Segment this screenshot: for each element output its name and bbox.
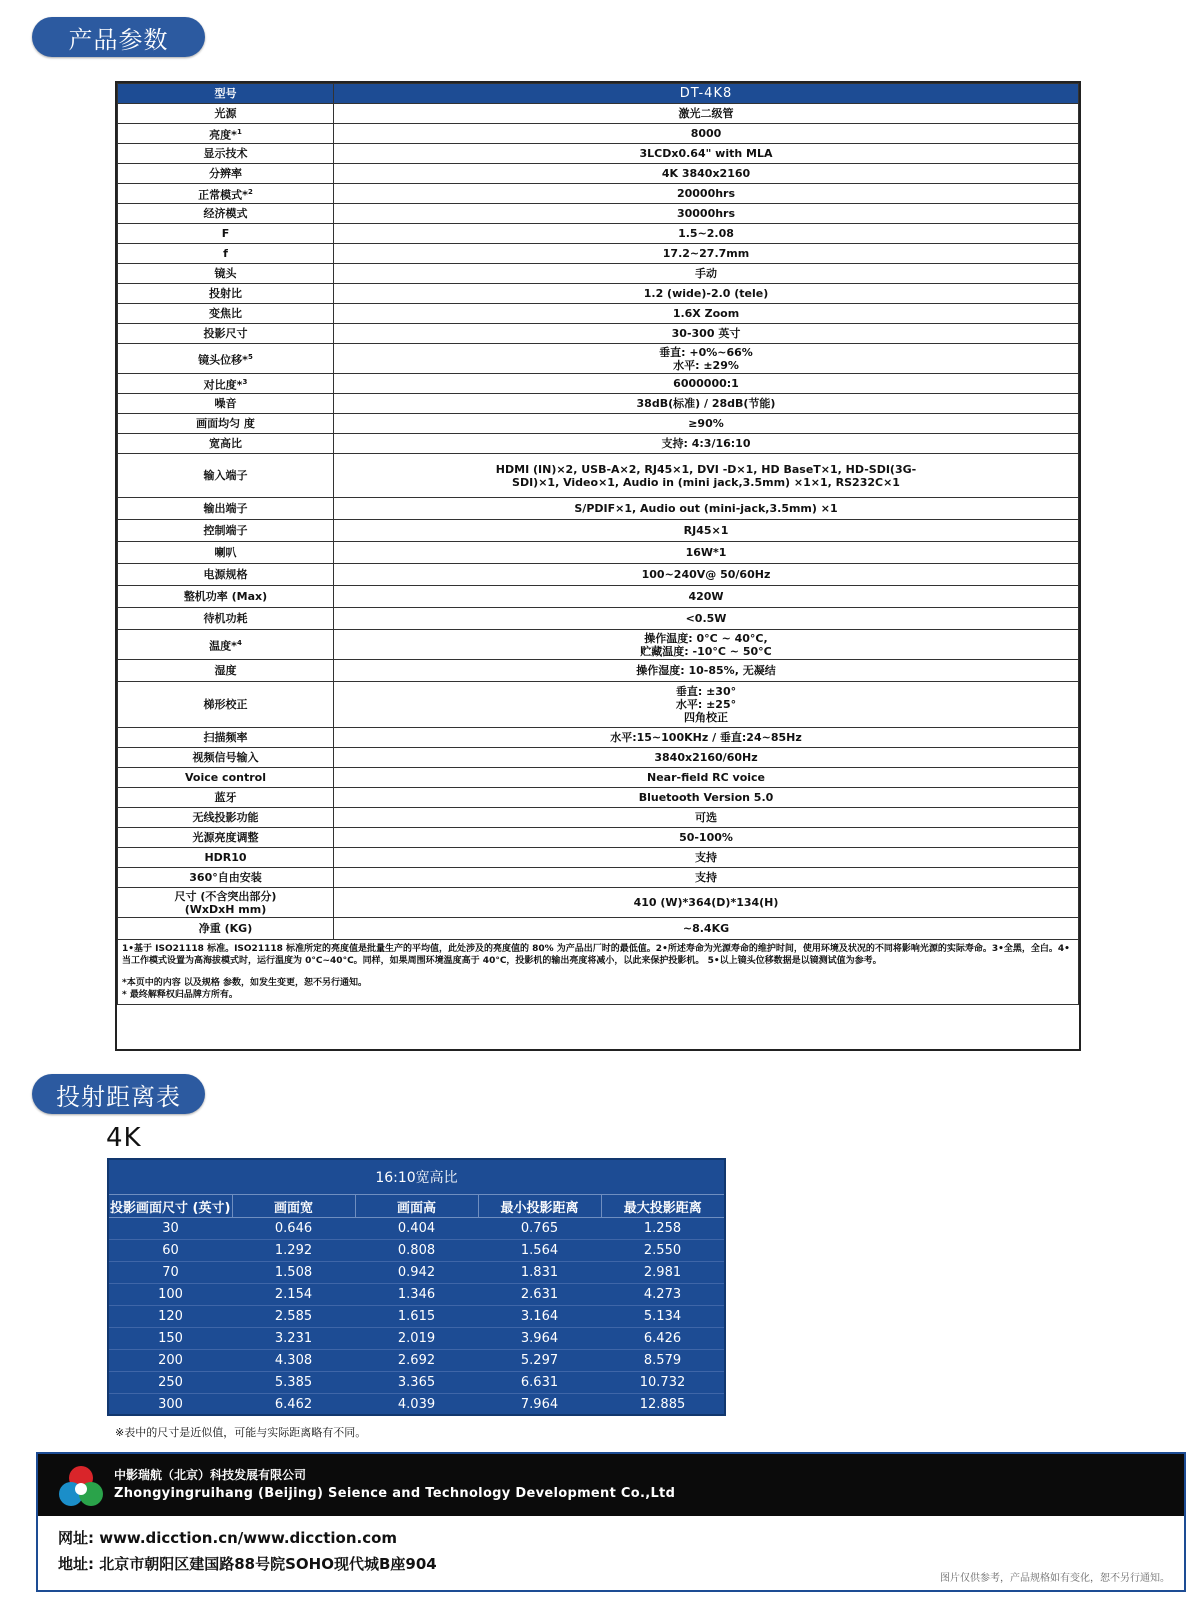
company-name-en: Zhongyingruihang (Beijing) Seience and Technology Development Co.,Ltd (114, 1486, 676, 1501)
spec-key (118, 748, 334, 768)
spec-row (118, 144, 1079, 164)
distance-cell: 10.732 (601, 1372, 724, 1394)
spec-value: 50-100% (334, 828, 1079, 848)
distance-cell: 3.231 (232, 1328, 355, 1350)
distance-cell: 3.365 (355, 1372, 478, 1394)
spec-key-text: 亮度* (209, 128, 237, 142)
spec-value: Near-field RC voice (334, 768, 1079, 788)
spec-row (118, 564, 1079, 586)
spec-value: HDMI (IN)×2, USB-A×2, RJ45×1, DVI -D×1, HD BaseT×1, HD-SDI(3G- SDI)×1, Video×1, Audio in (mini jack,3.5mm) ×1×1, RS232C×1 (334, 454, 1079, 498)
disclaimer: 图片仅供参考，产品规格如有变化，恕不另行通知。 (940, 1573, 1170, 1584)
spec-row (118, 918, 1079, 940)
distance-cell: 4.273 (601, 1284, 724, 1306)
distance-cell: 4.039 (397, 1397, 436, 1412)
spec-table (117, 83, 1079, 1005)
spec-key-text: 无线投影功能 (192, 811, 259, 824)
spec-value: Bluetooth Version 5.0 (334, 788, 1079, 808)
spec-key-text: HDR10 (204, 851, 247, 864)
spec-key (118, 564, 334, 586)
spec-value: 3LCDx0.64" with MLA (334, 144, 1079, 164)
distance-cell: 1.508 (232, 1262, 355, 1284)
spec-key (118, 728, 334, 748)
spec-value: 6000000:1 (334, 374, 1079, 394)
footnote-text: *本页中的内容 以及规格 参数，如发生变更，恕不另行通知。 (122, 978, 367, 988)
spec-key-text: 显示技术 (203, 147, 248, 160)
spec-row (118, 542, 1079, 564)
spec-key (118, 768, 334, 788)
spec-value: 3840x2160/60Hz (334, 748, 1079, 768)
spec-row (118, 748, 1079, 768)
spec-value: 30000hrs (334, 204, 1079, 224)
spec-key (118, 630, 334, 660)
distance-cell: 70 (109, 1262, 232, 1284)
distance-row (109, 1306, 724, 1328)
company-logo-icon (54, 1460, 106, 1512)
spec-key (118, 608, 334, 630)
distance-cell: 2.981 (601, 1262, 724, 1284)
distance-cell: 2.585 (232, 1306, 355, 1328)
distance-cell: 150 (109, 1328, 232, 1350)
spec-row (118, 788, 1079, 808)
website: 网址: www.dicction.cn/www.dicction.com (58, 1529, 398, 1547)
spec-value: 激光二级管 (334, 104, 1079, 124)
spec-row (118, 264, 1079, 284)
distance-cell: 3.964 (478, 1328, 601, 1350)
spec-key-text: 对比度* (203, 378, 243, 392)
spec-key-text: 尺寸 (不含突出部分) (WxDxH mm) (174, 889, 277, 916)
spec-value: 1.5~2.08 (334, 224, 1079, 244)
address: 地址: 北京市朝阳区建国路88号院SOHO现代城B座904 (58, 1555, 437, 1573)
spec-value: ≥90% (334, 414, 1079, 434)
spec-key-text: 360°自由安装 (189, 871, 262, 884)
spec-key (118, 264, 334, 284)
spec-key (118, 144, 334, 164)
distance-column-header: 最大投影距离 (601, 1195, 724, 1218)
distance-row (109, 1350, 724, 1372)
spec-footnotes (118, 940, 1079, 1005)
spec-row (118, 284, 1079, 304)
spec-row (118, 244, 1079, 264)
distance-cell: 0.404 (355, 1218, 478, 1240)
spec-key (118, 918, 334, 940)
spec-row (118, 660, 1079, 682)
spec-key-text: 待机功耗 (203, 612, 248, 625)
spec-key-text: 经济模式 (203, 207, 248, 220)
spec-header-row (118, 84, 1079, 104)
distance-cell: 6.426 (601, 1328, 724, 1350)
spec-value: 垂直: +0%~66% 水平: ±29% (334, 344, 1079, 374)
spec-row (118, 586, 1079, 608)
spec-value: ~8.4KG (334, 918, 1079, 940)
distance-cell: 1.346 (355, 1284, 478, 1306)
spec-key-text: 正常模式* (198, 188, 248, 202)
spec-key (118, 324, 334, 344)
spec-value: 操作温度: 0°C ~ 40°C, 贮藏温度: -10°C ~ 50°C (334, 630, 1079, 660)
spec-key-text: 镜头位移* (198, 353, 248, 367)
spec-value: 水平:15~100KHz / 垂直:24~85Hz (334, 728, 1079, 748)
distance-cell: 2.550 (601, 1240, 724, 1262)
spec-value: 38dB(标准) / 28dB(节能) (334, 394, 1079, 414)
distance-cell: 0.765 (478, 1218, 601, 1240)
distance-cell: 12.885 (639, 1397, 686, 1412)
spec-value: 支持 (334, 848, 1079, 868)
distance-column-header: 画面宽 (232, 1195, 355, 1218)
distance-cell: 8.579 (601, 1350, 724, 1372)
spec-row (118, 728, 1079, 748)
spec-key (118, 682, 334, 728)
spec-footnote-row (118, 940, 1079, 1005)
footnote-marker: 4 (236, 638, 242, 647)
distance-cell: 1.564 (478, 1240, 601, 1262)
spec-value: 操作湿度: 10-85%, 无凝结 (334, 660, 1079, 682)
spec-row (118, 888, 1079, 918)
distance-row (109, 1394, 724, 1416)
spec-row (118, 434, 1079, 454)
spec-key-text: 光源 (214, 107, 237, 120)
spec-key-text: 分辨率 (209, 167, 242, 180)
distance-cell: 1.258 (601, 1218, 724, 1240)
distance-cell: 1.831 (478, 1262, 601, 1284)
distance-row (109, 1372, 724, 1394)
spec-key (118, 848, 334, 868)
spec-key-text: 整机功率 (Max) (183, 590, 268, 603)
spec-value: RJ45×1 (334, 520, 1079, 542)
spec-row (118, 630, 1079, 660)
spec-row (118, 184, 1079, 204)
spec-key-text: 温度* (209, 639, 237, 653)
spec-header-model: DT-4K8 (334, 84, 1079, 104)
spec-value: 30-300 英寸 (334, 324, 1079, 344)
spec-key-text: 输入端子 (203, 469, 248, 482)
spec-value: 可选 (334, 808, 1079, 828)
distance-cell: 5.134 (601, 1306, 724, 1328)
spec-value: 100~240V@ 50/60Hz (334, 564, 1079, 586)
spec-key (118, 498, 334, 520)
spec-row (118, 344, 1079, 374)
distance-row (109, 1284, 724, 1306)
spec-key-text: 控制端子 (203, 524, 248, 537)
spec-value: 支持: 4:3/16:10 (334, 434, 1079, 454)
distance-column-header: 最小投影距离 (478, 1195, 601, 1218)
spec-key (118, 284, 334, 304)
spec-key (118, 394, 334, 414)
spec-key (118, 586, 334, 608)
distance-cell: 60 (109, 1240, 232, 1262)
distance-cell: 1.615 (355, 1306, 478, 1328)
distance-cell: 7.964 (520, 1397, 559, 1412)
footer-band (38, 1454, 1184, 1516)
spec-key (118, 164, 334, 184)
spec-key (118, 244, 334, 264)
spec-key (118, 184, 334, 204)
distance-cell: 120 (109, 1306, 232, 1328)
distance-row (109, 1240, 724, 1262)
spec-key-text: 净重 (KG) (198, 922, 253, 935)
spec-row (118, 414, 1079, 434)
distance-cell: 3.164 (478, 1306, 601, 1328)
spec-key-text: 光源亮度调整 (192, 831, 259, 844)
spec-row (118, 164, 1079, 184)
spec-key-text: 梯形校正 (203, 698, 248, 711)
spec-row (118, 520, 1079, 542)
distance-column-header: 投影画面尺寸 (英寸) (109, 1195, 232, 1218)
spec-key-text: 宽高比 (209, 437, 242, 450)
distance-cell: 5.297 (478, 1350, 601, 1372)
spec-key (118, 542, 334, 564)
spec-key (118, 124, 334, 144)
distance-cell: 0.646 (232, 1218, 355, 1240)
spec-key-text: 输出端子 (203, 502, 248, 515)
distance-cell: 6.462 (274, 1397, 313, 1412)
spec-row (118, 828, 1079, 848)
distance-cell: 2.692 (355, 1350, 478, 1372)
spec-row (118, 808, 1079, 828)
distance-table (109, 1160, 724, 1415)
spec-row (118, 224, 1079, 244)
distance-cell: 5.385 (232, 1372, 355, 1394)
spec-value: 垂直: ±30° 水平: ±25° 四角校正 (334, 682, 1079, 728)
spec-key (118, 888, 334, 918)
spec-key (118, 660, 334, 682)
spec-table-container (115, 81, 1081, 1051)
spec-key-text: 投影尺寸 (203, 327, 248, 340)
distance-cell: 200 (109, 1350, 232, 1372)
section-title-product-specs: 产品参数 (32, 17, 205, 57)
distance-cell: 6.631 (478, 1372, 601, 1394)
spec-row (118, 124, 1079, 144)
distance-cell: 1.292 (232, 1240, 355, 1262)
distance-cell: 2.154 (232, 1284, 355, 1306)
spec-key (118, 344, 334, 374)
spec-key (118, 454, 334, 498)
spec-key (118, 104, 334, 124)
footnote-marker: 1 (236, 127, 242, 136)
distance-note: ※表中的尺寸是近似值，可能与实际距离略有不同。 (115, 1426, 367, 1439)
distance-cell: 0.942 (355, 1262, 478, 1284)
spec-value: 16W*1 (334, 542, 1079, 564)
distance-column-header: 画面高 (355, 1195, 478, 1218)
spec-row (118, 768, 1079, 788)
footnote-text: 1•基于 ISO21118 标准。ISO21118 标准所定的亮度值是批量生产的平均值，此处涉及的亮度值的 80% 为产品出厂时的最低值。2•所述寿命为光源寿命的维护时间，使用环境及状况的不同将影响光源的实际寿命。3•全黑，全白。4•当工作模式设置为高海拔模式时，运行温度为 0°C~40°C。同样，如果周围环境温度高于 40°C，投影机的输出亮度将减小，以此来保护投影机。 5•以上镜头位移数据是以镜测试值为参考。 (122, 944, 1070, 966)
spec-value: 1.2 (wide)-2.0 (tele) (334, 284, 1079, 304)
spec-value: S/PDIF×1, Audio out (mini-jack,3.5mm) ×1 (334, 498, 1079, 520)
distance-row (109, 1328, 724, 1350)
spec-row (118, 848, 1079, 868)
spec-value: 410 (W)*364(D)*134(H) (334, 888, 1079, 918)
footnote-marker: 5 (247, 352, 253, 361)
spec-row (118, 104, 1079, 124)
distance-cell: 2.019 (355, 1328, 478, 1350)
distance-cell: 0.808 (355, 1240, 478, 1262)
resolution-label: 4K (106, 1123, 142, 1153)
distance-row (109, 1218, 724, 1240)
footnote-marker: 2 (247, 187, 253, 196)
spec-key-text: 电源规格 (203, 568, 248, 581)
distance-table-title: 16:10宽高比 (375, 1170, 458, 1186)
company-name-cn: 中影瑞航（北京）科技发展有限公司 (114, 1468, 307, 1482)
spec-key-text: 变焦比 (209, 307, 242, 320)
spec-row (118, 498, 1079, 520)
footer (36, 1452, 1186, 1592)
distance-cell: 300 (158, 1397, 183, 1412)
spec-key-text: f (223, 247, 228, 260)
spec-key-text: 湿度 (214, 664, 237, 677)
spec-row (118, 682, 1079, 728)
distance-cell: 250 (109, 1372, 232, 1394)
distance-table-columns (109, 1195, 724, 1218)
spec-header-key: 型号 (118, 84, 334, 104)
spec-key-text: Voice control (185, 771, 266, 784)
spec-key (118, 304, 334, 324)
spec-row (118, 868, 1079, 888)
spec-key (118, 434, 334, 454)
distance-row (109, 1262, 724, 1284)
spec-row (118, 374, 1079, 394)
spec-key-text: 喇叭 (214, 546, 237, 559)
section-title-throw-distance: 投射距离表 (32, 1074, 205, 1114)
spec-row (118, 204, 1079, 224)
spec-key-text: 视频信号输入 (192, 751, 259, 764)
footnote-marker: 3 (242, 377, 248, 386)
spec-key (118, 414, 334, 434)
spec-value: 17.2~27.7mm (334, 244, 1079, 264)
spec-row (118, 394, 1079, 414)
spec-value: 8000 (334, 124, 1079, 144)
spec-key (118, 868, 334, 888)
spec-value: <0.5W (334, 608, 1079, 630)
spec-value: 4K 3840x2160 (334, 164, 1079, 184)
spec-value: 手动 (334, 264, 1079, 284)
spec-key (118, 224, 334, 244)
spec-key-text: 噪音 (214, 397, 237, 410)
spec-key (118, 828, 334, 848)
distance-cell: 100 (109, 1284, 232, 1306)
spec-key-text: 蓝牙 (214, 791, 237, 804)
spec-key (118, 374, 334, 394)
distance-table-container (107, 1158, 726, 1416)
spec-key-text: 画面均匀 度 (196, 417, 255, 430)
spec-key-text: F (221, 227, 230, 240)
spec-row (118, 608, 1079, 630)
footnote-text: * 最终解释权归品牌方所有。 (122, 990, 238, 1000)
spec-key (118, 204, 334, 224)
spec-value: 420W (334, 586, 1079, 608)
spec-row (118, 324, 1079, 344)
spec-key-text: 镜头 (214, 267, 237, 280)
spec-key-text: 投射比 (209, 287, 242, 300)
spec-value: 20000hrs (334, 184, 1079, 204)
distance-cell: 30 (109, 1218, 232, 1240)
spec-value: 1.6X Zoom (334, 304, 1079, 324)
distance-cell: 2.631 (478, 1284, 601, 1306)
spec-key (118, 788, 334, 808)
spec-row (118, 304, 1079, 324)
spec-key-text: 扫描频率 (203, 731, 248, 744)
spec-key (118, 808, 334, 828)
spec-row (118, 454, 1079, 498)
spec-key (118, 520, 334, 542)
distance-cell: 4.308 (232, 1350, 355, 1372)
spec-value: 支持 (334, 868, 1079, 888)
